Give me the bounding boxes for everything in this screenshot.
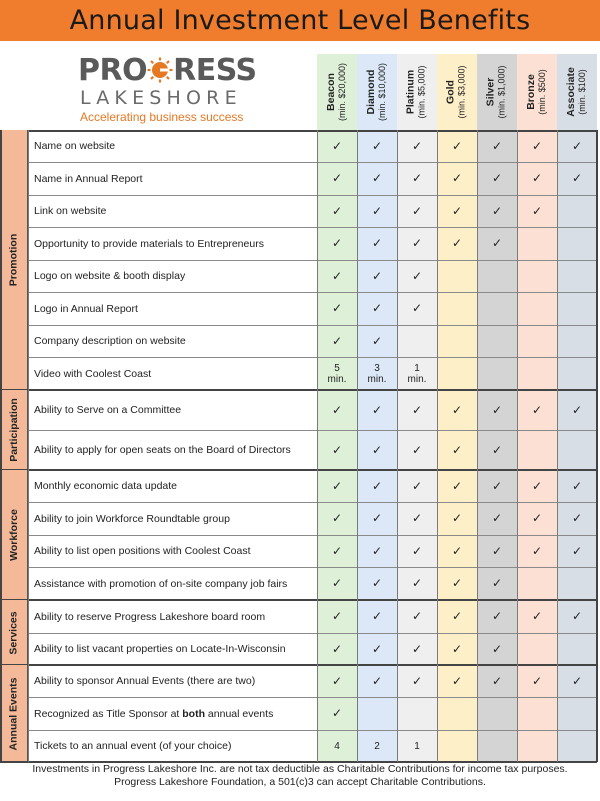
level-minimum: (min. $1,000) (497, 65, 507, 119)
benefit-label (28, 697, 317, 730)
check-mark-icon: ✓ (411, 641, 423, 656)
benefit-label: Name in Annual Report (34, 172, 143, 185)
check-mark-icon: ✓ (571, 609, 583, 623)
benefit-label-part: annual events (205, 707, 274, 720)
benefit-label: Ability to apply for open seats on the Board of Directors (34, 444, 291, 456)
check-mark-icon: ✓ (331, 402, 343, 417)
column-divider (477, 130, 478, 762)
column-divider (0, 130, 2, 762)
benefit-label: Video with Coolest Coast (34, 367, 152, 380)
check-mark-icon: ✓ (491, 171, 503, 185)
logo-word-right: RESS (173, 53, 257, 88)
progress-lakeshore-logo (78, 55, 258, 125)
benefit-label: Ability to join Workforce Roundtable group (34, 512, 230, 525)
check-mark-icon: ✓ (451, 609, 463, 623)
level-name: Silver (485, 77, 497, 107)
check-mark-icon: ✓ (451, 543, 463, 558)
check-mark-icon: ✓ (571, 402, 583, 417)
column-divider (596, 130, 598, 762)
level-header-beacon (317, 54, 357, 130)
category-promotion (0, 130, 28, 390)
check-mark-icon: ✓ (451, 442, 463, 457)
check-mark-icon: ✓ (371, 478, 383, 493)
logo-wordmark (78, 55, 258, 87)
level-name: Bronze (525, 74, 537, 110)
check-mark-icon: ✓ (411, 609, 423, 623)
level-header-text (406, 65, 428, 118)
check-mark-icon: ✓ (371, 511, 383, 525)
check-mark-icon: ✓ (571, 478, 583, 493)
level-minimum: (min. $100) (577, 69, 588, 115)
check-mark-icon: ✓ (371, 442, 383, 457)
column-divider (397, 130, 398, 762)
footer-line-2: Progress Lakeshore Foundation, a 501(c)3 can accept Charitable Contributions. (114, 776, 486, 788)
check-mark-icon: ✓ (331, 511, 343, 525)
check-mark-icon: ✓ (371, 543, 383, 558)
level-header-associate (557, 54, 597, 130)
benefit-label: Ability to Serve on a Committee (34, 404, 182, 416)
benefit-label: Link on website (34, 205, 107, 217)
check-mark-icon: ✓ (531, 478, 543, 493)
check-mark-icon: ✓ (411, 576, 423, 590)
category-label: Workforce (7, 509, 20, 561)
level-minimum: (min. $500) (537, 69, 547, 115)
check-mark-icon: ✓ (331, 301, 343, 315)
benefit-label-part: Recognized as Title Sponsor at (34, 707, 183, 720)
benefit-label: Ability to list vacant properties on Locate-In-Wisconsin (34, 643, 286, 655)
check-mark-icon: ✓ (331, 609, 343, 623)
check-mark-icon: ✓ (571, 511, 583, 525)
logo-subtitle: LAKESHORE (80, 87, 242, 109)
check-mark-icon: ✓ (331, 543, 343, 558)
check-mark-icon: ✓ (411, 478, 423, 493)
check-mark-icon: ✓ (491, 236, 503, 250)
check-mark-icon: ✓ (371, 268, 383, 283)
check-mark-icon: ✓ (451, 203, 463, 218)
check-mark-icon: ✓ (411, 511, 423, 525)
benefit-label: Tickets to an annual event (of your choice) (34, 740, 232, 752)
check-mark-icon: ✓ (451, 402, 463, 417)
category-annual-events (0, 665, 28, 762)
check-mark-icon: ✓ (451, 511, 463, 525)
check-mark-icon: ✓ (331, 171, 343, 185)
check-mark-icon: ✓ (531, 673, 543, 688)
benefit-label: Ability to reserve Progress Lakeshore board room (34, 610, 266, 623)
check-mark-icon: ✓ (491, 402, 503, 417)
check-mark-icon: ✓ (491, 478, 503, 493)
check-mark-icon: ✓ (331, 333, 343, 348)
level-name: Beacon (325, 73, 337, 111)
level-minimum: (min. $3,000) (457, 65, 467, 119)
check-mark-icon: ✓ (531, 402, 543, 417)
check-mark-icon: ✓ (331, 706, 343, 720)
check-mark-icon: ✓ (331, 442, 343, 457)
category-label: Participation (7, 398, 20, 462)
check-mark-icon: ✓ (371, 402, 383, 417)
level-header-text (566, 67, 588, 117)
benefit-label: Logo on website & booth display (34, 270, 186, 282)
check-mark-icon: ✓ (331, 203, 343, 218)
benefit-value: 3 min. (367, 362, 387, 385)
check-mark-icon: ✓ (531, 609, 543, 623)
check-mark-icon: ✓ (531, 203, 543, 218)
check-mark-icon: ✓ (411, 301, 423, 315)
check-mark-icon: ✓ (571, 673, 583, 688)
check-mark-icon: ✓ (371, 641, 383, 656)
check-mark-icon: ✓ (531, 511, 543, 525)
page-title: Annual Investment Level Benefits (0, 0, 600, 41)
check-mark-icon: ✓ (491, 203, 503, 218)
check-mark-icon: ✓ (531, 171, 543, 185)
check-mark-icon: ✓ (571, 138, 583, 153)
column-divider (357, 130, 358, 762)
logo-word-left: PRO (78, 53, 148, 88)
benefit-value: 5 min. (327, 362, 347, 385)
check-mark-icon: ✓ (491, 543, 503, 558)
check-mark-icon: ✓ (411, 268, 423, 283)
check-mark-icon: ✓ (331, 673, 343, 688)
check-mark-icon: ✓ (411, 673, 423, 688)
level-header-gold (437, 54, 477, 130)
logo-tagline: Accelerating business success (80, 110, 244, 124)
level-header-bronze (517, 54, 557, 130)
check-mark-icon: ✓ (411, 203, 423, 218)
check-mark-icon: ✓ (331, 478, 343, 493)
level-header-platinum (397, 54, 437, 130)
check-mark-icon: ✓ (451, 138, 463, 153)
check-mark-icon: ✓ (451, 478, 463, 493)
level-header-text (366, 63, 388, 121)
column-divider (557, 130, 558, 762)
benefit-label: Logo in Annual Report (34, 302, 138, 315)
column-divider (317, 130, 318, 762)
check-mark-icon: ✓ (451, 641, 463, 656)
benefit-label: Ability to list open positions with Coolest Coast (34, 545, 251, 557)
check-mark-icon: ✓ (331, 576, 343, 590)
check-mark-icon: ✓ (451, 576, 463, 590)
benefit-value: 1 min. (407, 362, 427, 385)
check-mark-icon: ✓ (411, 543, 423, 558)
category-label: Promotion (7, 233, 20, 287)
benefit-value: 2 (374, 740, 380, 752)
benefit-label: Opportunity to provide materials to Entrepreneurs (34, 237, 264, 250)
check-mark-icon: ✓ (451, 236, 463, 250)
column-divider (437, 130, 438, 762)
check-mark-icon: ✓ (491, 138, 503, 153)
check-mark-icon: ✓ (331, 268, 343, 283)
category-participation (0, 390, 28, 470)
check-mark-icon: ✓ (331, 641, 343, 656)
level-header-diamond (357, 54, 397, 130)
check-mark-icon: ✓ (371, 673, 383, 688)
level-minimum: (min. $10,000) (377, 62, 387, 122)
sun-g-icon (147, 57, 173, 83)
check-mark-icon: ✓ (451, 673, 463, 688)
column-divider (517, 130, 518, 762)
benefit-value: 1 (414, 740, 420, 752)
check-mark-icon: ✓ (371, 576, 383, 590)
check-mark-icon: ✓ (491, 609, 503, 623)
check-mark-icon: ✓ (571, 171, 583, 185)
benefit-label: Name on website (34, 140, 116, 152)
benefit-label: Assistance with promotion of on-site company job fairs (34, 577, 288, 590)
benefit-label: Monthly economic data update (34, 480, 178, 492)
check-mark-icon: ✓ (491, 673, 503, 688)
category-label: Annual Events (7, 677, 20, 750)
check-mark-icon: ✓ (371, 301, 383, 315)
benefit-value: 4 (334, 740, 340, 752)
check-mark-icon: ✓ (491, 511, 503, 525)
check-mark-icon: ✓ (411, 442, 423, 457)
check-mark-icon: ✓ (451, 171, 463, 185)
level-header-text (446, 65, 468, 118)
check-mark-icon: ✓ (491, 442, 503, 457)
check-mark-icon: ✓ (371, 138, 383, 153)
category-services (0, 600, 28, 665)
check-mark-icon: ✓ (531, 138, 543, 153)
check-mark-icon: ✓ (411, 171, 423, 185)
level-header-text (486, 65, 508, 118)
check-mark-icon: ✓ (331, 138, 343, 153)
level-name: Gold (445, 80, 457, 104)
level-header-text (326, 63, 348, 121)
level-name: Platinum (405, 69, 417, 115)
check-mark-icon: ✓ (371, 609, 383, 623)
check-mark-icon: ✓ (371, 203, 383, 218)
check-mark-icon: ✓ (531, 543, 543, 558)
level-minimum: (min. $5,000) (417, 65, 427, 119)
check-mark-icon: ✓ (491, 641, 503, 656)
benefit-label: Company description on website (34, 335, 186, 347)
level-header-silver (477, 54, 517, 130)
level-name: Associate (565, 67, 578, 117)
benefit-label: Ability to sponsor Annual Events (there are two) (34, 675, 256, 687)
level-header-text (526, 69, 548, 115)
check-mark-icon: ✓ (371, 236, 383, 250)
check-mark-icon: ✓ (411, 138, 423, 153)
check-mark-icon: ✓ (491, 576, 503, 590)
level-name: Diamond (365, 69, 377, 115)
level-minimum: (min. $20,000) (337, 62, 347, 122)
footer-note (0, 763, 600, 789)
check-mark-icon: ✓ (571, 543, 583, 558)
footer-line-1: Investments in Progress Lakeshore Inc. are not tax deductible as Charitable Contributions for income tax purposes. (32, 763, 568, 775)
check-mark-icon: ✓ (371, 171, 383, 185)
category-label: Services (7, 610, 20, 655)
check-mark-icon: ✓ (371, 333, 383, 348)
category-workforce (0, 470, 28, 600)
check-mark-icon: ✓ (411, 402, 423, 417)
column-divider (28, 130, 29, 762)
check-mark-icon: ✓ (411, 236, 423, 250)
check-mark-icon: ✓ (331, 236, 343, 250)
benefit-label-emphasis: both (182, 707, 206, 720)
